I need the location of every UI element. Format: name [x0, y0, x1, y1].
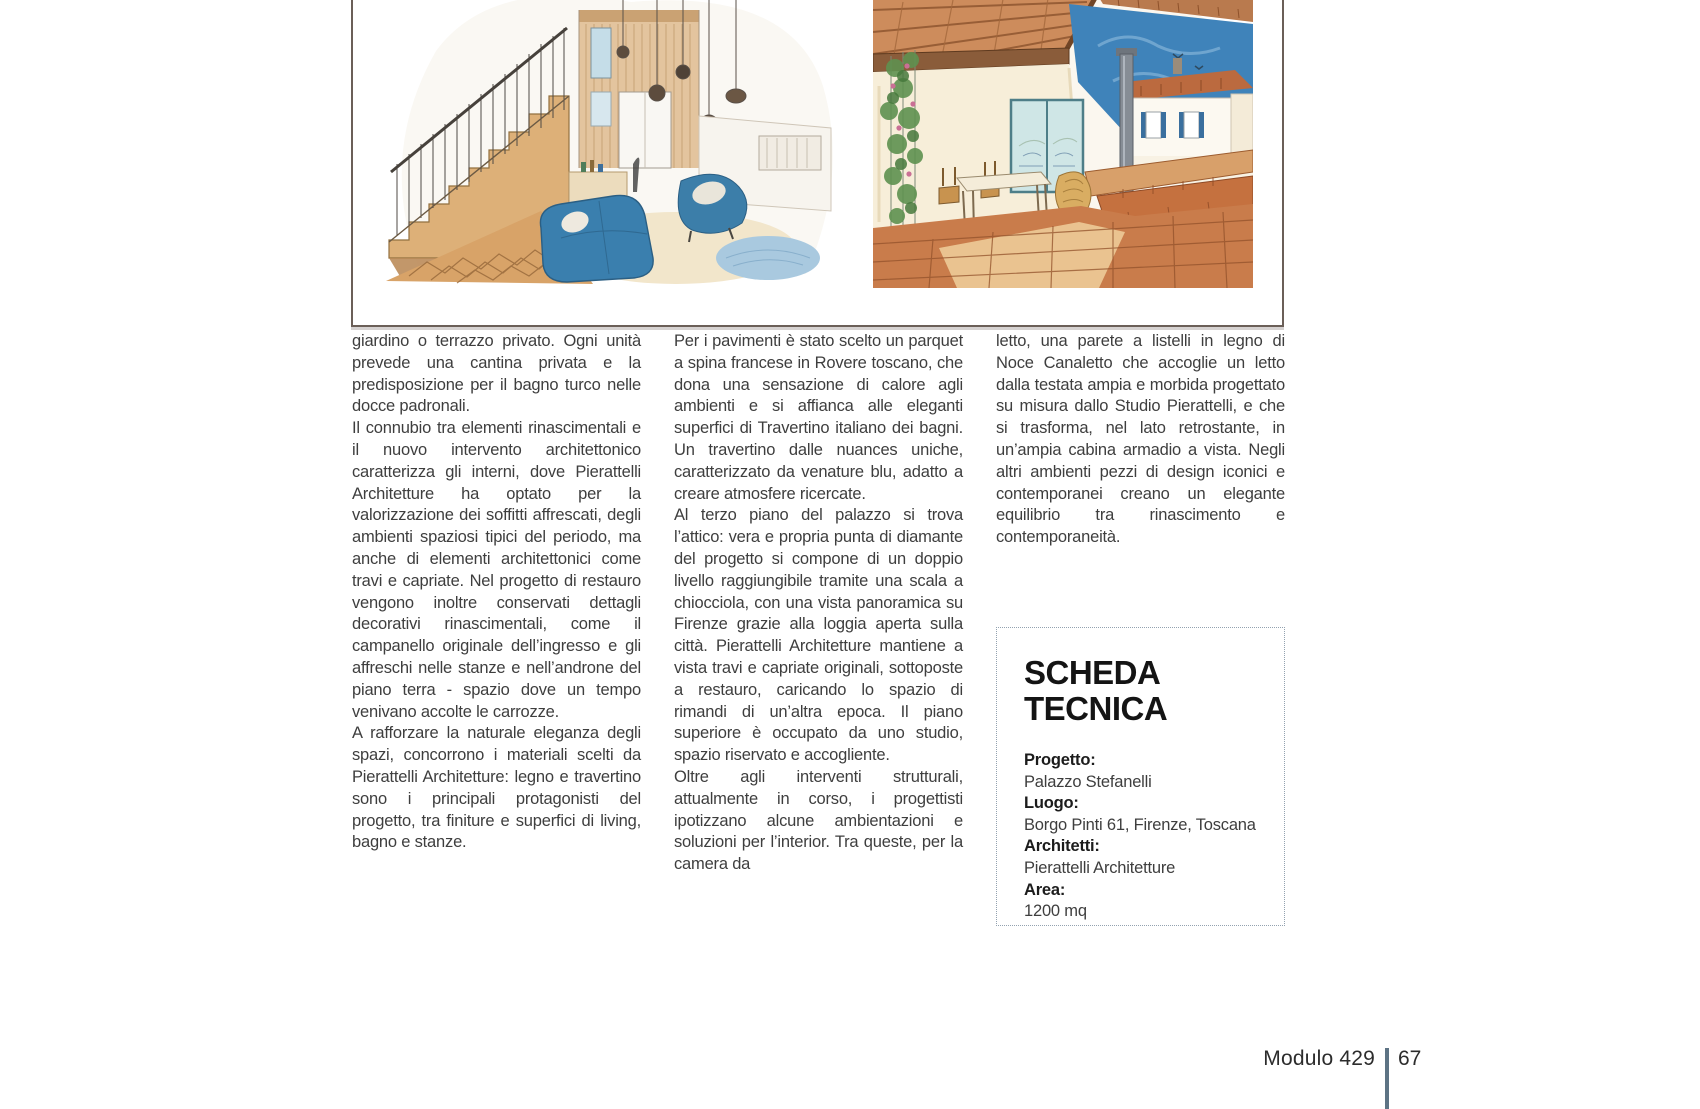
round-blue-rug	[716, 236, 820, 280]
paragraph: Il connubio tra elementi rinascimentali e il nuovo intervento architettonico caratterizza gli interni, dove Pierattelli Architetture ha optato per la valorizzazione dei soffitti affrescati, degli ambienti spaziosi tipici del periodo, ma anche di elementi architettonici come travi e capriate. Nel progetto di restauro vengono inoltre conservati dettagli decorativi rinascimentali, come il campanello originale dell’ingresso e gli affreschi nelle stanze e nell’androne del piano terra - spazio dove un tempo venivano accolte le carrozze.	[352, 419, 641, 721]
paragraph: Al terzo piano del palazzo si trova l’attico: vera e propria punta di diamante del progetto si compone di un doppio livello raggiungibile tramite una scala a chiocciola, con una vista panoramica su Firenze grazie alla loggia aperta sulla città. Pierattelli Architetture mantiene a vista travi e capriate originali, sottoposte a restauro, caricando lo spazio di rimandi di un’altra epoca. Il piano superiore è occupato da uno studio, spazio riservato e accogliente.	[674, 506, 963, 765]
paragraph: A rafforzare la naturale eleganza degli spazi, concorrono i materiali scelti da Pierattelli Architetture: legno e travertino sono i principali protagonisti del progetto, tra finiture e superfici di living, bagno e stanze.	[352, 724, 641, 852]
field-value: 1200 mq	[1024, 902, 1087, 921]
footer-divider-bar	[1385, 1048, 1389, 1109]
text-column-2	[674, 331, 963, 876]
paragraph: letto, una parete a listelli in legno di Noce Canaletto che accoglie un letto dalla testata ampia e morbida progettato su misura dallo Studio Pierattelli, e che si trasforma, nel lato retrostante, in un’ampia cabina armadio a vista. Negli altri ambienti pezzi di design iconici e contemporanei creano un elegante equilibrio tra rinascimento e contemporaneità.	[996, 332, 1285, 547]
footer-magazine-title: Modulo 429	[1263, 1047, 1375, 1070]
scheda-fields	[1024, 750, 1264, 923]
paragraph: Oltre agli interventi strutturali, attualmente in corso, i progettisti ipotizzano alcune ambientazioni e soluzioni per l’interior. Tra queste, per la camera da	[674, 767, 963, 874]
blue-sofa	[540, 195, 653, 282]
field-label: Area:	[1024, 880, 1066, 899]
field-label: Architetti:	[1024, 837, 1100, 856]
wood-wall	[579, 10, 699, 168]
paragraph: giardino o terrazzo privato. Ogni unità prevede una cantina privata e la predisposizione per il bagno turco nelle docce padronali.	[352, 332, 641, 416]
scheda-tecnica-box	[996, 627, 1285, 926]
scheda-title-line1: SCHEDA	[1024, 654, 1161, 691]
footer-page-number: 67	[1398, 1047, 1422, 1070]
field-value: Borgo Pinti 61, Firenze, Toscana	[1024, 815, 1256, 834]
artwork-frame	[351, 0, 1284, 327]
rooftop-loggia-sketch	[873, 0, 1253, 288]
field-label: Luogo:	[1024, 794, 1079, 813]
field-label: Progetto:	[1024, 751, 1096, 769]
scheda-title-line2: TECNICA	[1024, 690, 1168, 727]
text-column-1	[352, 331, 641, 876]
field-value: Pierattelli Architetture	[1024, 858, 1176, 877]
paragraph: Per i pavimenti è stato scelto un parquet a spina francese in Rovere toscano, che dona una sensazione di calore agli ambienti e si affianca alle eleganti superfici di Travertino italiano dei bagni. Un travertino dalle nuances uniche, caratterizzato da venature blu, adatto a creare atmosfere ricercate.	[674, 332, 963, 503]
interior-staircase-sketch	[361, 0, 866, 286]
field-value: Palazzo Stefanelli	[1024, 772, 1152, 791]
scheda-title	[1024, 655, 1264, 727]
